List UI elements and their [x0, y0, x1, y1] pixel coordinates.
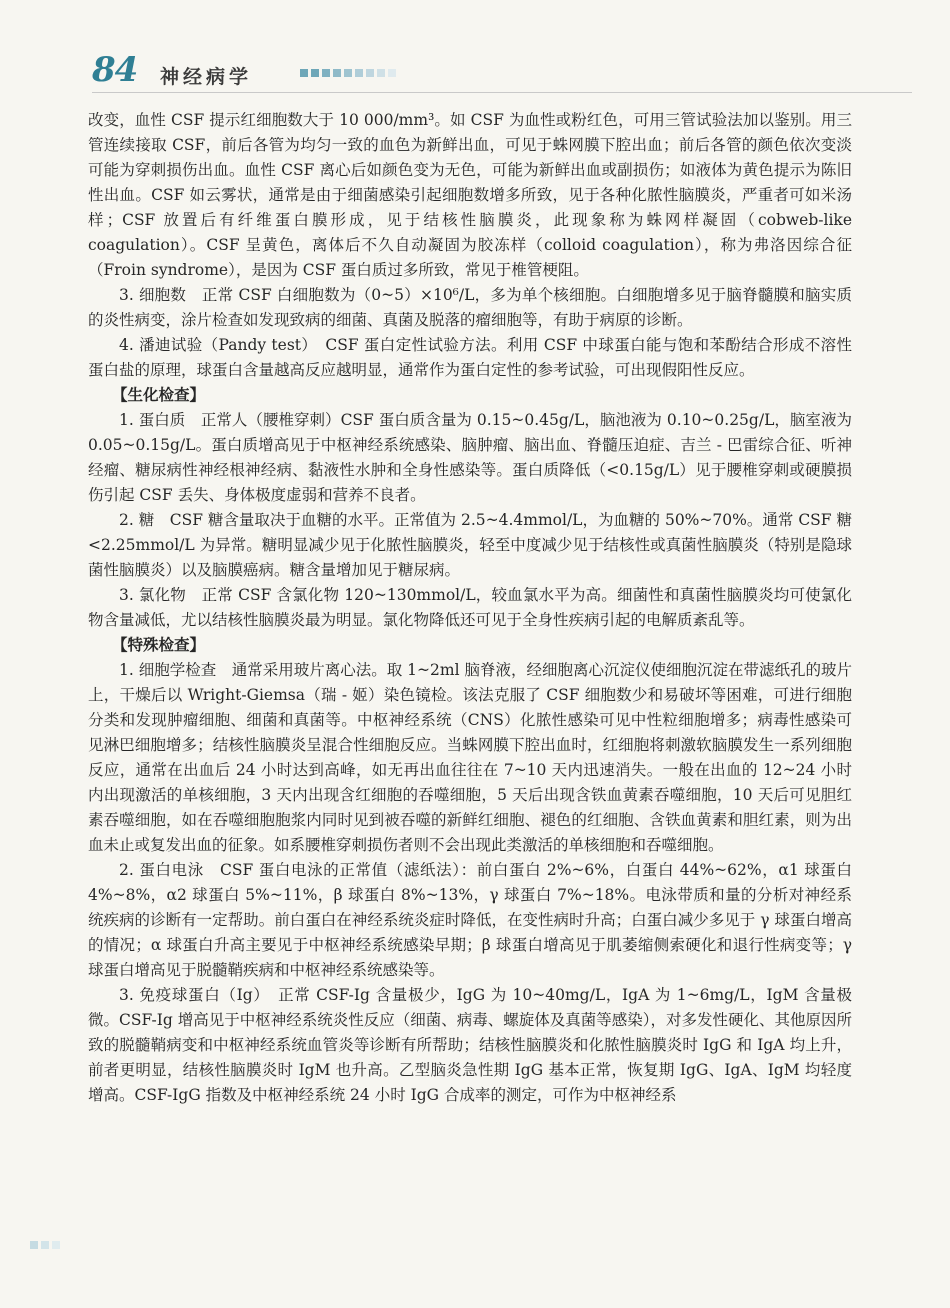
- paragraph: 4. 潘迪试验（Pandy test） CSF 蛋白定性试验方法。利用 CSF 中球蛋白能与饱和苯酚结合形成不溶性蛋白盐的原理，球蛋白含量越高反应越明显，通常作为蛋白定性的参考试验，可出现假阳性反应。: [88, 336, 852, 379]
- paragraph: 改变，血性 CSF 提示红细胞数大于 10 000/mm³。如 CSF 为血性或粉红色，可用三管试验法加以鉴别。用三管连续接取 CSF，前后各管为均匀一致的血色为新鲜出血，可见于蛛网膜下腔出血；前后各管的颜色依次变淡可能为穿刺损伤出血。血性 CSF 离心后如颜色变为无色，可能为新鲜出血或副损伤；如液体为黄色提示为陈旧性出血。CSF 如云雾状，通常是由于细菌感染引起细胞数增多所致，见于各种化脓性脑膜炎，严重者可如米汤样；CSF 放置后有纤维蛋白膜形成，见于结核性脑膜炎，此现象称为蛛网样凝固（cobweb-like coagulation）。CSF 呈黄色，离体后不久自动凝固为胶冻样（colloid coagulation），称为弗洛因综合征（Froin syndrome），是因为 CSF 蛋白质过多所致，常见于椎管梗阻。: [88, 111, 852, 279]
- decor-square: [377, 69, 385, 77]
- section-heading: 【生化检查】: [112, 386, 206, 404]
- decor-square: [41, 1241, 49, 1249]
- decor-square: [52, 1241, 60, 1249]
- decor-square: [300, 69, 308, 77]
- paragraph: 1. 蛋白质 正常人（腰椎穿刺）CSF 蛋白质含量为 0.15~0.45g/L，脑池液为 0.10~0.25g/L，脑室液为 0.05~0.15g/L。蛋白质增高见于中枢神经系统感染、脑肿瘤、脑出血、脊髓压迫症、吉兰 - 巴雷综合征、听神经瘤、糖尿病性神经根神经病、黏液性水肿和全身性感染等。蛋白质降低（<0.15g/L）见于腰椎穿刺或硬膜损伤引起 CSF 丢失、身体极度虚弱和营养不良者。: [88, 411, 852, 504]
- running-head-title: 神经病学: [160, 66, 253, 88]
- header-decorative-dots: [300, 69, 396, 77]
- paragraph: 2. 糖 CSF 糖含量取决于血糖的水平。正常值为 2.5~4.4mmol/L，为血糖的 50%~70%。通常 CSF 糖 <2.25mmol/L 为异常。糖明显减少见于化脓性脑膜炎，轻至中度减少见于结核性或真菌性脑膜炎（特别是隐球菌性脑膜炎）以及脑膜癌病。糖含量增加见于糖尿病。: [88, 511, 852, 579]
- section-heading: 【特殊检查】: [112, 636, 206, 654]
- paragraph: 3. 细胞数 正常 CSF 白细胞数为（0~5）×10⁶/L，多为单个核细胞。白细胞增多见于脑脊髓膜和脑实质的炎性病变，涂片检查如发现致病的细菌、真菌及脱落的瘤细胞等，有助于病原的诊断。: [88, 286, 852, 329]
- paragraph: 3. 免疫球蛋白（Ig） 正常 CSF-Ig 含量极少，IgG 为 10~40mg/L，IgA 为 1~6mg/L，IgM 含量极微。CSF-Ig 增高见于中枢神经系统炎性反应（细菌、病毒、螺旋体及真菌等感染），对多发性硬化、其他原因所致的脱髓鞘病变和中枢神经系统血管炎等诊断有所帮助；结核性脑膜炎和化脓性脑膜炎时 IgG 和 IgA 均上升，前者更明显，结核性脑膜炎时 IgM 也升高。乙型脑炎急性期 IgG 基本正常，恢复期 IgG、IgA、IgM 均轻度增高。CSF-IgG 指数及中枢神经系统 24 小时 IgG 合成率的测定，可作为中枢神经系: [88, 986, 852, 1104]
- decor-square: [30, 1241, 38, 1249]
- decor-square: [388, 69, 396, 77]
- footer-decorative-dots: [30, 1241, 60, 1249]
- decor-square: [322, 69, 330, 77]
- paragraph: 1. 细胞学检查 通常采用玻片离心法。取 1~2ml 脑脊液，经细胞离心沉淀仪使细胞沉淀在带滤纸孔的玻片上，干燥后以 Wright-Giemsa（瑞 - 姬）染色镜检。该法克服了 CSF 细胞数少和易破坏等困难，可进行细胞分类和发现肿瘤细胞、细菌和真菌等。中枢神经系统（CNS）化脓性感染可见中性粒细胞增多；病毒性感染可见淋巴细胞增多；结核性脑膜炎呈混合性细胞反应。当蛛网膜下腔出血时，红细胞将刺激软脑膜发生一系列细胞反应，通常在出血后 24 小时达到高峰，如无再出血往往在 7~10 天内迅速消失。一般在出血的 12~24 小时内出现激活的单核细胞，3 天内出现含红细胞的吞噬细胞，5 天后出现含铁血黄素吞噬细胞，10 天后可见胆红素吞噬细胞，如在吞噬细胞胞浆内同时见到被吞噬的新鲜红细胞、褪色的红细胞、含铁血黄素和胆红素，则为出血未止或复发出血的征象。如系腰椎穿刺损伤者则不会出现此类激活的单核细胞和吞噬细胞。: [88, 661, 852, 854]
- page-number: 84: [92, 50, 138, 90]
- paragraph: 3. 氯化物 正常 CSF 含氯化物 120~130mmol/L，较血氯水平为高。细菌性和真菌性脑膜炎均可使氯化物含量减低，尤以结核性脑膜炎最为明显。氯化物降低还可见于全身性疾病引起的电解质紊乱等。: [88, 586, 852, 629]
- decor-square: [344, 69, 352, 77]
- decor-square: [366, 69, 374, 77]
- paragraph: 2. 蛋白电泳 CSF 蛋白电泳的正常值（滤纸法）：前白蛋白 2%~6%，白蛋白 44%~62%，α1 球蛋白 4%~8%，α2 球蛋白 5%~11%，β 球蛋白 8%~13%，γ 球蛋白 7%~18%。电泳带质和量的分析对神经系统疾病的诊断有一定帮助。前白蛋白在神经系统炎症时降低，在变性病时升高；白蛋白减少多见于 γ 球蛋白增高的情况；α 球蛋白升高主要见于中枢神经系统感染早期；β 球蛋白增高见于肌萎缩侧索硬化和退行性病变等；γ 球蛋白增高见于脱髓鞘疾病和中枢神经系统感染等。: [88, 861, 852, 979]
- body-text: [88, 108, 852, 1108]
- header-divider: [92, 92, 912, 93]
- decor-square: [355, 69, 363, 77]
- decor-square: [311, 69, 319, 77]
- decor-square: [333, 69, 341, 77]
- page-header: [92, 50, 912, 100]
